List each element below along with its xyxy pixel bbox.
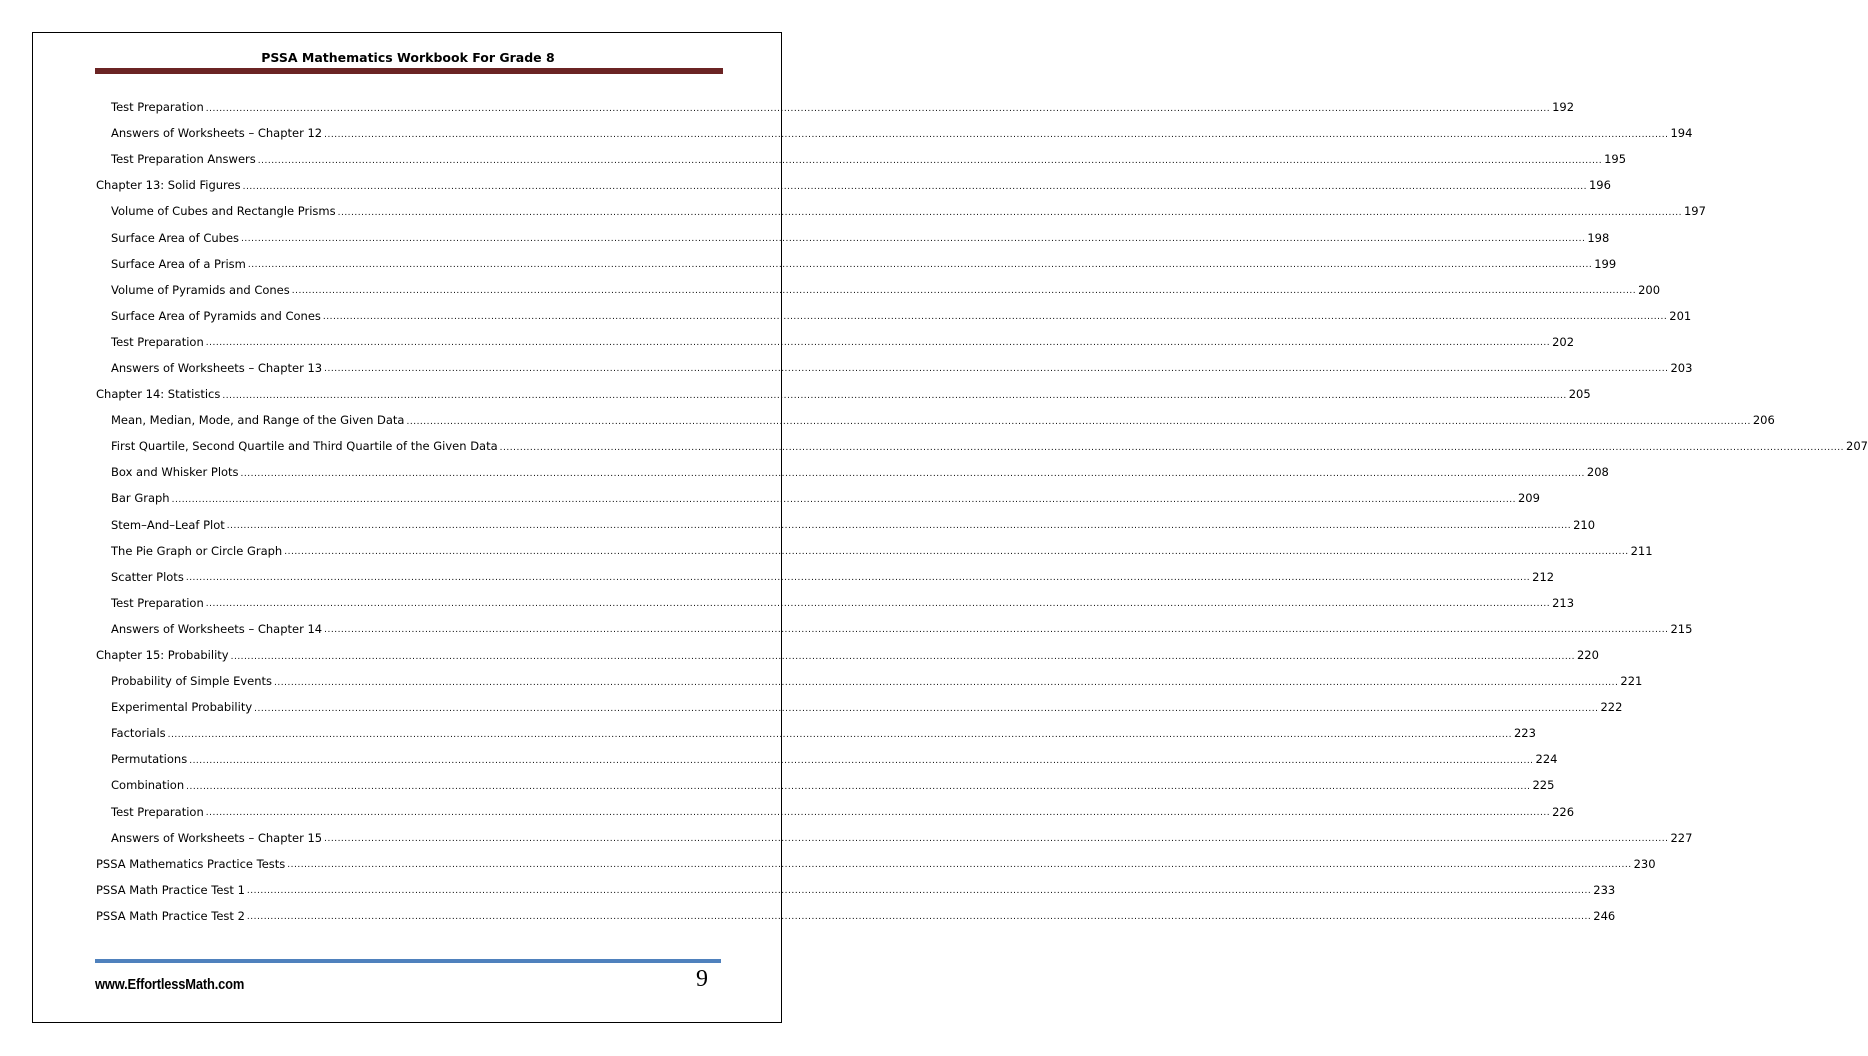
toc-entry-label: First Quartile, Second Quartile and Third Quartile of the Given Data xyxy=(111,439,498,454)
toc-entry-page: 212 xyxy=(1532,569,1555,584)
toc-entry-page: 209 xyxy=(1517,491,1540,506)
toc-entry-label: The Pie Graph or Circle Graph xyxy=(111,543,283,558)
toc-entry-label: Stem–And–Leaf Plot xyxy=(111,517,225,532)
toc-entry-page: 208 xyxy=(1586,465,1609,480)
toc-entry-label: Volume of Cubes and Rectangle Prisms xyxy=(111,204,336,219)
toc-entry[interactable] xyxy=(96,903,1616,929)
toc-dot-leader: ................................................................................................................................................................................................................................................................................................................................................................................................................ xyxy=(242,181,1587,192)
toc-entry[interactable] xyxy=(96,198,1706,224)
toc-dot-leader: ................................................................................................................................................................................................................................................................................................................................................................................................................ xyxy=(186,781,1531,792)
toc-entry[interactable] xyxy=(96,512,1596,538)
toc-dot-leader: ................................................................................................................................................................................................................................................................................................................................................................................................................ xyxy=(324,834,1669,845)
toc-dot-leader: ................................................................................................................................................................................................................................................................................................................................................................................................................ xyxy=(189,755,1534,766)
toc-entry-label: Surface Area of Cubes xyxy=(111,230,240,245)
toc-entry-label: PSSA Math Practice Test 2 xyxy=(96,908,245,923)
toc-entry-label: Answers of Worksheets – Chapter 13 xyxy=(111,360,323,375)
toc-entry[interactable] xyxy=(96,746,1558,772)
toc-dot-leader: ................................................................................................................................................................................................................................................................................................................................................................................................................ xyxy=(247,260,1593,271)
header-rule xyxy=(95,68,723,74)
toc-entry-label: Answers of Worksheets – Chapter 14 xyxy=(111,621,323,636)
footer-website-link[interactable]: www.EffortlessMath.com xyxy=(95,976,245,993)
toc-entry-page: 220 xyxy=(1576,648,1599,663)
toc-entry[interactable] xyxy=(96,277,1661,303)
toc-entry[interactable] xyxy=(96,485,1540,511)
toc-entry[interactable] xyxy=(96,407,1775,433)
toc-entry-label: Answers of Worksheets – Chapter 15 xyxy=(111,830,323,845)
toc-entry[interactable] xyxy=(96,459,1609,485)
toc-dot-leader: ................................................................................................................................................................................................................................................................................................................................................................................................................ xyxy=(499,442,1845,453)
toc-entry[interactable] xyxy=(96,720,1536,746)
toc-dot-leader: ................................................................................................................................................................................................................................................................................................................................................................................................................ xyxy=(246,886,1592,897)
toc-dot-leader: ................................................................................................................................................................................................................................................................................................................................................................................................................ xyxy=(322,312,1668,323)
toc-entry[interactable] xyxy=(96,877,1616,903)
toc-entry[interactable] xyxy=(96,642,1599,668)
toc-entry[interactable] xyxy=(96,355,1693,381)
toc-dot-leader: ................................................................................................................................................................................................................................................................................................................................................................................................................ xyxy=(205,808,1551,819)
toc-entry-page: 224 xyxy=(1535,752,1558,767)
toc-entry-page: 202 xyxy=(1552,334,1575,349)
toc-entry[interactable] xyxy=(96,590,1575,616)
toc-dot-leader: ................................................................................................................................................................................................................................................................................................................................................................................................................ xyxy=(167,729,1512,740)
toc-entry[interactable] xyxy=(96,799,1575,825)
toc-dot-leader: ................................................................................................................................................................................................................................................................................................................................................................................................................ xyxy=(287,860,1632,871)
toc-entry-page: 196 xyxy=(1588,178,1611,193)
toc-entry[interactable] xyxy=(96,329,1575,355)
toc-entry-label: Test Preparation xyxy=(111,595,204,610)
toc-entry-page: 227 xyxy=(1670,830,1693,845)
toc-entry[interactable] xyxy=(96,851,1656,877)
toc-entry[interactable] xyxy=(96,538,1653,564)
toc-entry-label: Volume of Pyramids and Cones xyxy=(111,282,290,297)
toc-dot-leader: ................................................................................................................................................................................................................................................................................................................................................................................................................ xyxy=(254,703,1599,714)
toc-entry-label: Test Preparation xyxy=(111,334,204,349)
toc-entry-page: 203 xyxy=(1670,360,1693,375)
toc-entry-label: Probability of Simple Events xyxy=(111,674,273,689)
toc-entry-page: 192 xyxy=(1552,100,1575,115)
toc-dot-leader: ................................................................................................................................................................................................................................................................................................................................................................................................................ xyxy=(241,234,1586,245)
toc-entry-page: 207 xyxy=(1846,439,1868,454)
toc-entry[interactable] xyxy=(96,251,1617,277)
toc-entry[interactable] xyxy=(96,94,1575,120)
toc-dot-leader: ................................................................................................................................................................................................................................................................................................................................................................................................................ xyxy=(291,286,1637,297)
toc-dot-leader: ................................................................................................................................................................................................................................................................................................................................................................................................................ xyxy=(226,521,1572,532)
toc-entry-label: Permutations xyxy=(111,752,188,767)
toc-entry-label: Test Preparation xyxy=(111,804,204,819)
toc-dot-leader: ................................................................................................................................................................................................................................................................................................................................................................................................................ xyxy=(324,364,1669,375)
toc-entry-page: 211 xyxy=(1630,543,1653,558)
toc-dot-leader: ................................................................................................................................................................................................................................................................................................................................................................................................................ xyxy=(205,599,1551,610)
toc-entry[interactable] xyxy=(96,668,1643,694)
toc-entry-page: 221 xyxy=(1620,674,1643,689)
page-number: 9 xyxy=(696,966,708,992)
toc-entry-page: 201 xyxy=(1669,308,1692,323)
toc-entry[interactable] xyxy=(96,381,1591,407)
table-of-contents xyxy=(96,94,1868,929)
toc-entry-label: Chapter 15: Probability xyxy=(96,648,229,663)
toc-entry-page: 246 xyxy=(1593,908,1616,923)
toc-entry-page: 223 xyxy=(1513,726,1536,741)
toc-entry-page: 213 xyxy=(1552,595,1575,610)
toc-dot-leader: ................................................................................................................................................................................................................................................................................................................................................................................................................ xyxy=(222,390,1567,401)
toc-entry-label: Combination xyxy=(111,778,185,793)
toc-entry-label: Answers of Worksheets – Chapter 12 xyxy=(111,126,323,141)
toc-dot-leader: ................................................................................................................................................................................................................................................................................................................................................................................................................ xyxy=(205,103,1551,114)
toc-entry-label: Scatter Plots xyxy=(111,569,184,584)
toc-dot-leader: ................................................................................................................................................................................................................................................................................................................................................................................................................ xyxy=(337,207,1682,218)
toc-dot-leader: ................................................................................................................................................................................................................................................................................................................................................................................................................ xyxy=(324,625,1669,636)
toc-entry[interactable] xyxy=(96,694,1623,720)
toc-entry-page: 233 xyxy=(1593,882,1616,897)
toc-entry-label: Factorials xyxy=(111,726,166,741)
toc-dot-leader: ................................................................................................................................................................................................................................................................................................................................................................................................................ xyxy=(284,547,1629,558)
toc-entry-label: Bar Graph xyxy=(111,491,170,506)
toc-entry-label: Mean, Median, Mode, and Range of the Given Data xyxy=(111,413,405,428)
toc-dot-leader: ................................................................................................................................................................................................................................................................................................................................................................................................................ xyxy=(257,155,1603,166)
toc-entry-page: 194 xyxy=(1670,126,1693,141)
toc-dot-leader: ................................................................................................................................................................................................................................................................................................................................................................................................................ xyxy=(324,129,1669,140)
toc-entry[interactable] xyxy=(96,120,1693,146)
toc-entry-label: Test Preparation Answers xyxy=(111,152,256,167)
toc-entry-label: PSSA Mathematics Practice Tests xyxy=(96,856,286,871)
toc-dot-leader: ................................................................................................................................................................................................................................................................................................................................................................................................................ xyxy=(205,338,1551,349)
toc-entry-label: Chapter 13: Solid Figures xyxy=(96,178,241,193)
toc-entry-page: 199 xyxy=(1594,256,1617,271)
toc-entry[interactable] xyxy=(96,172,1611,198)
toc-entry-page: 197 xyxy=(1683,204,1706,219)
toc-entry-page: 225 xyxy=(1532,778,1555,793)
toc-entry-label: Surface Area of a Prism xyxy=(111,256,246,271)
toc-entry-label: Box and Whisker Plots xyxy=(111,465,239,480)
toc-dot-leader: ................................................................................................................................................................................................................................................................................................................................................................................................................ xyxy=(274,677,1619,688)
toc-entry-label: PSSA Math Practice Test 1 xyxy=(96,882,245,897)
toc-dot-leader: ................................................................................................................................................................................................................................................................................................................................................................................................................ xyxy=(240,468,1585,479)
toc-entry[interactable] xyxy=(96,303,1692,329)
toc-entry-page: 226 xyxy=(1552,804,1575,819)
toc-entry-page: 230 xyxy=(1633,856,1656,871)
toc-entry-page: 215 xyxy=(1670,621,1693,636)
toc-dot-leader: ................................................................................................................................................................................................................................................................................................................................................................................................................ xyxy=(406,416,1751,427)
toc-entry[interactable] xyxy=(96,616,1693,642)
toc-entry-page: 222 xyxy=(1600,700,1623,715)
toc-entry-page: 195 xyxy=(1604,152,1627,167)
toc-entry-label: Surface Area of Pyramids and Cones xyxy=(111,308,321,323)
toc-entry-page: 210 xyxy=(1573,517,1596,532)
toc-dot-leader: ................................................................................................................................................................................................................................................................................................................................................................................................................ xyxy=(185,573,1531,584)
toc-entry-label: Experimental Probability xyxy=(111,700,253,715)
toc-entry[interactable] xyxy=(96,224,1610,250)
toc-entry-page: 200 xyxy=(1638,282,1661,297)
toc-entry-page: 205 xyxy=(1568,387,1591,402)
toc-entry-page: 198 xyxy=(1587,230,1610,245)
toc-entry-page: 206 xyxy=(1752,413,1775,428)
toc-dot-leader: ................................................................................................................................................................................................................................................................................................................................................................................................................ xyxy=(230,651,1575,662)
footer-rule xyxy=(95,959,721,963)
toc-entry[interactable] xyxy=(96,433,1868,459)
toc-entry-label: Test Preparation xyxy=(111,100,204,115)
toc-entry[interactable] xyxy=(96,146,1627,172)
toc-entry[interactable] xyxy=(96,564,1555,590)
toc-entry[interactable] xyxy=(96,825,1693,851)
page-header-title: PSSA Mathematics Workbook For Grade 8 xyxy=(261,50,555,65)
toc-entry[interactable] xyxy=(96,772,1555,798)
toc-dot-leader: ................................................................................................................................................................................................................................................................................................................................................................................................................ xyxy=(171,494,1516,505)
toc-dot-leader: ................................................................................................................................................................................................................................................................................................................................................................................................................ xyxy=(246,912,1592,923)
toc-entry-label: Chapter 14: Statistics xyxy=(96,387,221,402)
